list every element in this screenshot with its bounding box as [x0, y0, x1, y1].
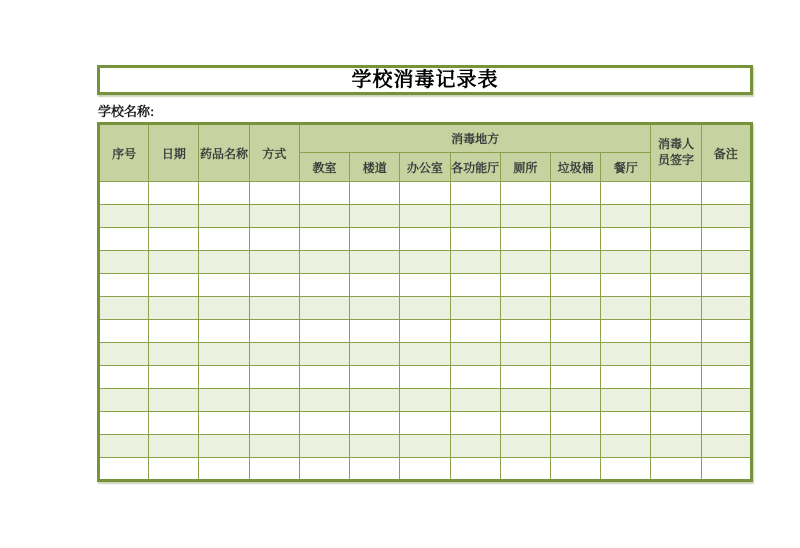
record-cell[interactable] — [400, 320, 450, 343]
record-cell[interactable] — [601, 274, 651, 297]
record-cell[interactable] — [99, 366, 149, 389]
record-cell[interactable] — [149, 228, 199, 251]
record-cell[interactable] — [651, 389, 701, 412]
record-cell[interactable] — [299, 228, 349, 251]
record-row — [99, 251, 752, 274]
record-cell[interactable] — [199, 251, 249, 274]
record-cell[interactable] — [99, 320, 149, 343]
col-header-date: 日期 — [149, 124, 199, 182]
record-cell[interactable] — [350, 343, 400, 366]
record-cell[interactable] — [400, 274, 450, 297]
record-cell[interactable] — [450, 228, 500, 251]
record-cell[interactable] — [149, 182, 199, 205]
record-cell[interactable] — [500, 205, 550, 228]
record-cell[interactable] — [450, 320, 500, 343]
record-cell[interactable] — [400, 412, 450, 435]
record-cell[interactable] — [99, 297, 149, 320]
col-header-classroom: 教室 — [299, 153, 349, 182]
record-row — [99, 343, 752, 366]
record-cell[interactable] — [601, 228, 651, 251]
record-cell[interactable] — [500, 182, 550, 205]
record-cell[interactable] — [99, 343, 149, 366]
record-cell[interactable] — [450, 297, 500, 320]
record-cell[interactable] — [400, 458, 450, 481]
record-cell[interactable] — [651, 366, 701, 389]
record-cell[interactable] — [651, 458, 701, 481]
record-row — [99, 389, 752, 412]
record-cell[interactable] — [299, 343, 349, 366]
record-cell[interactable] — [601, 366, 651, 389]
record-cell[interactable] — [601, 205, 651, 228]
record-cell[interactable] — [99, 458, 149, 481]
record-cell[interactable] — [299, 274, 349, 297]
record-cell[interactable] — [701, 412, 751, 435]
record-cell[interactable] — [350, 251, 400, 274]
record-cell[interactable] — [350, 320, 400, 343]
record-cell[interactable] — [249, 320, 299, 343]
record-row — [99, 228, 752, 251]
col-header-trash-bin: 垃圾桶 — [550, 153, 600, 182]
record-cell[interactable] — [299, 205, 349, 228]
record-cell[interactable] — [249, 205, 299, 228]
record-cell[interactable] — [651, 435, 701, 458]
record-cell[interactable] — [550, 458, 600, 481]
col-header-signature-text: 消毒人员签字 — [658, 137, 695, 167]
record-cell[interactable] — [601, 435, 651, 458]
col-header-function-halls: 各功能厅 — [450, 153, 500, 182]
col-header-toilet: 厕所 — [500, 153, 550, 182]
record-cell[interactable] — [550, 297, 600, 320]
record-cell[interactable] — [550, 251, 600, 274]
record-cell[interactable] — [350, 182, 400, 205]
record-cell[interactable] — [249, 297, 299, 320]
record-cell[interactable] — [400, 251, 450, 274]
table-body — [99, 182, 752, 481]
record-cell[interactable] — [99, 182, 149, 205]
record-cell[interactable] — [299, 412, 349, 435]
record-cell[interactable] — [601, 458, 651, 481]
record-cell[interactable] — [601, 412, 651, 435]
disinfection-record-table — [97, 122, 753, 482]
col-header-dining-hall: 餐厅 — [601, 153, 651, 182]
record-cell[interactable] — [701, 389, 751, 412]
record-cell[interactable] — [500, 366, 550, 389]
record-cell[interactable] — [249, 274, 299, 297]
record-cell[interactable] — [500, 320, 550, 343]
record-cell[interactable] — [500, 297, 550, 320]
header-row-main — [99, 124, 752, 153]
record-cell[interactable] — [500, 228, 550, 251]
record-cell[interactable] — [500, 412, 550, 435]
record-cell[interactable] — [350, 458, 400, 481]
record-cell[interactable] — [199, 435, 249, 458]
record-cell[interactable] — [249, 412, 299, 435]
record-cell[interactable] — [350, 297, 400, 320]
record-cell[interactable] — [550, 343, 600, 366]
record-cell[interactable] — [350, 389, 400, 412]
record-cell[interactable] — [199, 366, 249, 389]
record-cell[interactable] — [701, 182, 751, 205]
record-cell[interactable] — [350, 228, 400, 251]
record-cell[interactable] — [400, 228, 450, 251]
record-cell[interactable] — [149, 389, 199, 412]
record-cell[interactable] — [500, 274, 550, 297]
record-cell[interactable] — [701, 366, 751, 389]
record-cell[interactable] — [199, 228, 249, 251]
record-cell[interactable] — [651, 343, 701, 366]
record-row — [99, 297, 752, 320]
record-cell[interactable] — [651, 205, 701, 228]
record-row — [99, 205, 752, 228]
record-cell[interactable] — [149, 366, 199, 389]
record-cell[interactable] — [550, 320, 600, 343]
record-cell[interactable] — [99, 435, 149, 458]
record-cell[interactable] — [299, 297, 349, 320]
record-cell[interactable] — [550, 366, 600, 389]
record-row — [99, 320, 752, 343]
record-cell[interactable] — [299, 435, 349, 458]
record-cell[interactable] — [299, 182, 349, 205]
record-row — [99, 182, 752, 205]
record-cell[interactable] — [299, 389, 349, 412]
record-cell[interactable] — [199, 274, 249, 297]
record-cell[interactable] — [550, 228, 600, 251]
record-cell[interactable] — [500, 458, 550, 481]
record-cell[interactable] — [701, 458, 751, 481]
record-cell[interactable] — [99, 389, 149, 412]
col-header-drug-name: 药品名称 — [199, 124, 249, 182]
record-cell[interactable] — [601, 297, 651, 320]
record-cell[interactable] — [249, 366, 299, 389]
record-cell[interactable] — [400, 435, 450, 458]
record-cell[interactable] — [199, 297, 249, 320]
record-cell[interactable] — [450, 274, 500, 297]
col-header-method: 方式 — [249, 124, 299, 182]
record-cell[interactable] — [149, 320, 199, 343]
record-cell[interactable] — [651, 320, 701, 343]
record-cell[interactable] — [199, 205, 249, 228]
record-cell[interactable] — [601, 343, 651, 366]
form-title: 学校消毒记录表 — [351, 69, 499, 91]
record-row — [99, 435, 752, 458]
record-cell[interactable] — [249, 228, 299, 251]
record-cell[interactable] — [249, 343, 299, 366]
record-cell[interactable] — [99, 274, 149, 297]
record-cell[interactable] — [500, 389, 550, 412]
record-cell[interactable] — [651, 182, 701, 205]
record-cell[interactable] — [651, 297, 701, 320]
record-cell[interactable] — [99, 412, 149, 435]
school-name-label: 学校名称: — [98, 104, 155, 119]
record-cell[interactable] — [651, 412, 701, 435]
record-cell[interactable] — [299, 366, 349, 389]
record-cell[interactable] — [199, 343, 249, 366]
record-cell[interactable] — [199, 320, 249, 343]
record-cell[interactable] — [299, 458, 349, 481]
table-header — [99, 124, 752, 182]
record-cell[interactable] — [550, 205, 600, 228]
record-cell[interactable] — [601, 251, 651, 274]
record-cell[interactable] — [350, 412, 400, 435]
record-cell[interactable] — [601, 182, 651, 205]
record-row — [99, 458, 752, 481]
record-cell[interactable] — [350, 205, 400, 228]
record-cell[interactable] — [400, 205, 450, 228]
record-cell[interactable] — [550, 412, 600, 435]
record-cell[interactable] — [450, 182, 500, 205]
form-title-box — [97, 65, 753, 95]
record-cell[interactable] — [249, 389, 299, 412]
record-cell[interactable] — [701, 297, 751, 320]
record-cell[interactable] — [450, 435, 500, 458]
record-cell[interactable] — [500, 251, 550, 274]
record-cell[interactable] — [400, 366, 450, 389]
col-header-signature — [651, 124, 701, 182]
record-cell[interactable] — [701, 320, 751, 343]
record-cell[interactable] — [149, 435, 199, 458]
record-cell[interactable] — [701, 435, 751, 458]
record-cell[interactable] — [701, 251, 751, 274]
record-cell[interactable] — [350, 274, 400, 297]
record-cell[interactable] — [249, 435, 299, 458]
record-cell[interactable] — [651, 251, 701, 274]
record-cell[interactable] — [450, 251, 500, 274]
record-row — [99, 366, 752, 389]
record-row — [99, 412, 752, 435]
record-cell[interactable] — [550, 182, 600, 205]
record-cell[interactable] — [249, 182, 299, 205]
record-cell[interactable] — [651, 228, 701, 251]
record-cell[interactable] — [149, 251, 199, 274]
col-header-remarks: 备注 — [701, 124, 751, 182]
record-cell[interactable] — [450, 366, 500, 389]
col-header-office: 办公室 — [400, 153, 450, 182]
record-cell[interactable] — [149, 412, 199, 435]
record-cell[interactable] — [450, 412, 500, 435]
record-cell[interactable] — [149, 343, 199, 366]
record-cell[interactable] — [500, 435, 550, 458]
record-cell[interactable] — [249, 251, 299, 274]
col-header-location-group: 消毒地方 — [299, 124, 651, 153]
record-cell[interactable] — [450, 458, 500, 481]
record-cell[interactable] — [350, 435, 400, 458]
record-cell[interactable] — [400, 389, 450, 412]
record-cell[interactable] — [149, 297, 199, 320]
record-cell[interactable] — [149, 205, 199, 228]
record-cell[interactable] — [400, 182, 450, 205]
record-cell[interactable] — [149, 274, 199, 297]
record-cell[interactable] — [199, 182, 249, 205]
record-cell[interactable] — [350, 366, 400, 389]
col-header-corridor: 楼道 — [350, 153, 400, 182]
record-cell[interactable] — [199, 389, 249, 412]
record-cell[interactable] — [701, 343, 751, 366]
record-cell[interactable] — [651, 274, 701, 297]
record-cell[interactable] — [550, 389, 600, 412]
record-cell[interactable] — [400, 343, 450, 366]
col-header-serial-number: 序号 — [99, 124, 149, 182]
record-cell[interactable] — [199, 412, 249, 435]
record-cell[interactable] — [450, 205, 500, 228]
record-cell[interactable] — [450, 343, 500, 366]
record-cell[interactable] — [601, 389, 651, 412]
record-cell[interactable] — [550, 274, 600, 297]
record-cell[interactable] — [249, 458, 299, 481]
record-cell[interactable] — [701, 228, 751, 251]
record-row — [99, 274, 752, 297]
record-cell[interactable] — [199, 458, 249, 481]
record-cell[interactable] — [500, 343, 550, 366]
record-cell[interactable] — [99, 251, 149, 274]
record-cell[interactable] — [701, 205, 751, 228]
record-cell[interactable] — [601, 320, 651, 343]
record-cell[interactable] — [299, 251, 349, 274]
record-cell[interactable] — [99, 205, 149, 228]
record-cell[interactable] — [299, 320, 349, 343]
record-cell[interactable] — [400, 297, 450, 320]
record-cell[interactable] — [450, 389, 500, 412]
record-cell[interactable] — [701, 274, 751, 297]
record-cell[interactable] — [550, 435, 600, 458]
record-cell[interactable] — [99, 228, 149, 251]
record-cell[interactable] — [149, 458, 199, 481]
